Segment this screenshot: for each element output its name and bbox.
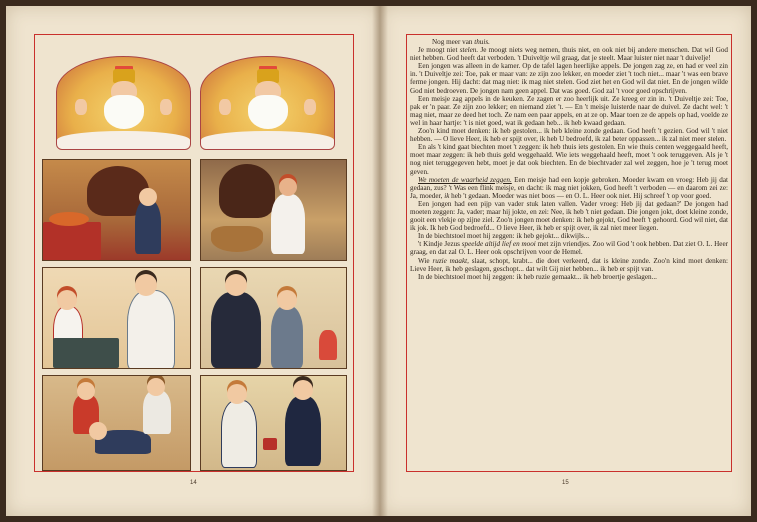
paragraph [410, 127, 728, 143]
boy-father-pipe [200, 267, 347, 369]
child-right [143, 390, 171, 434]
beard [248, 95, 288, 129]
boy-dark [285, 396, 321, 466]
paragraph [410, 273, 728, 281]
text-segment: 't Kindje Jezus [418, 240, 462, 249]
emphasis-text: stelen. [459, 46, 479, 55]
apple-basket [211, 226, 263, 252]
toy-red [263, 438, 277, 450]
text-segment: Wie [418, 256, 433, 265]
boy-head [139, 188, 157, 206]
text-segment: Je moogt niets weg nemen, thuis niet, en ook niet bij andere menschen. Dat wil God niet hebben. God heeft dat verboden. 't Duiveltje wil graag, dat je steelt. Maar luister niet naar 't duivelje! [410, 46, 729, 63]
paragraph [410, 176, 728, 200]
text-segment: In de biechtstoel moet hij zeggen: ik heb ruzie gemaakt... ik heb broertje geslagen... [418, 272, 657, 281]
child-crawling-head [89, 422, 107, 440]
beard [104, 95, 144, 129]
emphasis-text: ik [444, 191, 450, 200]
father-head [225, 274, 247, 296]
book-gutter [372, 6, 388, 516]
girl-head [279, 178, 297, 196]
children-playing [42, 375, 191, 471]
paragraph [410, 38, 728, 46]
text-segment: Een meisje zag appels in de keuken. Ze zagen er zoo heerlijk uit. Ze kreeg er zin in. 't Duiveltje zei: Toe, pak er 'n paar. Ze zijn zoo lekker; en niemand ziet 't. — En 't meisje luisterde naar de duivel. Ze dacht wel: 't mag niet, maar ze deed het toch. Ze nam een paar appels, en at ze op. Maar toen ze de appels op had, voelde ze wel in haar hartje: 't is niet goed, wat ik gedaan heb... ik heb kwaad gedaan. [410, 94, 728, 127]
text-segment: Nog meer van [432, 38, 475, 46]
page-number-left: 14 [190, 480, 197, 486]
paragraph [410, 46, 728, 62]
paragraph [410, 95, 728, 127]
boy-sailor-head [227, 384, 247, 404]
boys-quarrel [200, 375, 347, 471]
boy-head [277, 290, 297, 310]
boy-figure [135, 200, 161, 254]
hand-right [304, 99, 316, 115]
paragraph [410, 143, 728, 175]
girl-broken-cup [42, 267, 191, 369]
cloud [57, 131, 190, 149]
boy-devil-apples [42, 159, 191, 261]
boy-dark-head [293, 380, 313, 400]
emphasis-text: ruzie maakt, [432, 256, 469, 265]
text-segment: heb 't gedaan. Moeder was niet boos — en O. L. Heer ook niet. Hij schreef 't op voor goed. [449, 191, 712, 200]
girl-head [57, 290, 77, 310]
mother-figure [127, 290, 175, 369]
text-segment: Je moogt niet [418, 46, 460, 55]
right-page [380, 6, 751, 516]
emphasis-text: speelde altijd lief en mooi [461, 240, 536, 249]
mother-head [135, 274, 157, 296]
paragraph [410, 257, 728, 273]
paragraph [410, 232, 728, 240]
left-page [6, 6, 380, 516]
paragraph [410, 200, 728, 232]
child-red-head [77, 382, 95, 400]
small-child [319, 330, 337, 360]
boy-sailor [221, 400, 257, 468]
table [43, 222, 101, 260]
devil-figure [219, 164, 275, 218]
cloud [201, 131, 334, 149]
god-portrait-left [56, 56, 191, 150]
girl-figure [271, 194, 305, 254]
illustration-grid [42, 56, 345, 466]
hand-left [75, 99, 87, 115]
text-segment: Een jongen was alleen in de kamer. Op de tafel lagen heerlijke appels. De jongen zag ze, en had er veel zin in. 't Duiveltje zei: Toe, pak er maar van: ze zijn zoo lekker, en moeder ziet 't toch niet... maar 't was een brave ferme jongen. Hij dacht: dat mag niet: ik mag niet stelen. God ziet het en God wil dat niet. En de jongen wilde God niet bedroeven. De jongen nam geen appel. Dat was goed. God zal 't voor goed opschrijven. [410, 62, 728, 95]
apple-bowl [49, 212, 89, 226]
paragraph [410, 240, 728, 256]
text-segment: Een meisje had een kopje gebroken. Moeder kwam en vroeg: Heb jij dat gedaan, zus? 't Was een flink meisje, en dacht: ik mag niet jokken, God heeft 't verboden — en daarom zei ze: Ja, moeder, [410, 175, 728, 200]
father-figure [211, 292, 261, 368]
hand-left [219, 99, 231, 115]
hand-right [160, 99, 172, 115]
text-segment: Een jongen had een pijp van vader stuk laten vallen. Vader vroeg: Heb jij dat gedaan?' De jongen had moeten zeggen: Ja, vader; maar hij jokte, en zei: Nee, ik heb 't niet gedaan. Die jongen jokt, doet kleine zonde, gooit een vlekje op zijne ziel. Zoo'n jongen moet denken: ik heb gejokt, God heeft 't gehoord. God wil niet, dat ik jok. Ik heb God bedroefd... O lieve Heer, ik heb er spijt over, ik zal niet meer liegen. [410, 199, 728, 233]
text-segment: slaat, schopt, krabt... die doet verkeerd, dat is kleine zonde. Zoo'n kind moet denken: Lieve Heer, ik heb geslagen, geschopt... dat wilt Gij niet hebben... ik heb er spijt van. [410, 256, 728, 273]
boy-figure [271, 306, 303, 368]
child-right-head [147, 378, 165, 396]
emphasis-text: We moeten de waarheid zeggen. [418, 175, 512, 184]
text-segment: Zoo'n kind moet denken: ik heb gestolen... ik heb kleine zonde gedaan. God heeft 't gezien. God wil 't niet hebben. — O lieve Heer, ik heb er spijt over, ik heb U bedroefd, ik zal beter oppassen... ik zal niet meer stelen. [410, 127, 728, 144]
table [53, 338, 119, 368]
text-body [410, 38, 728, 281]
text-segment: In de biechtstoel moet hij zeggen: ik heb gejokt... dikwijls... [418, 232, 590, 241]
girl-devil-apples [200, 159, 347, 261]
text-segment: En als 't kind gaat biechten moet 't zeggen: ik heb thuis iets gestolen. En wie thuis centen weggegaald heeft, moet maar zeggen: ik heb thuis geld weggehaald. Wie iets weggehaald heeft, moet 't ook teruggeven. Als je 't nog niet teruggegeven hebt, moet je dat ook biechten. En de biechtvader zal wel zeggen, hoe je 't terug moet geven. [410, 143, 728, 176]
page-number-right: 15 [562, 480, 569, 486]
god-portrait-right [200, 56, 335, 150]
paragraph [410, 62, 728, 94]
text-segment: met zijn vriendjes. Zoo wil God 't ook hebben. Dat ziet O. L. Heer graag, en dat zal O. L. Heer ook opschrijven voor de Hemel. [410, 240, 728, 257]
emphasis-text: thuis. [474, 38, 490, 46]
